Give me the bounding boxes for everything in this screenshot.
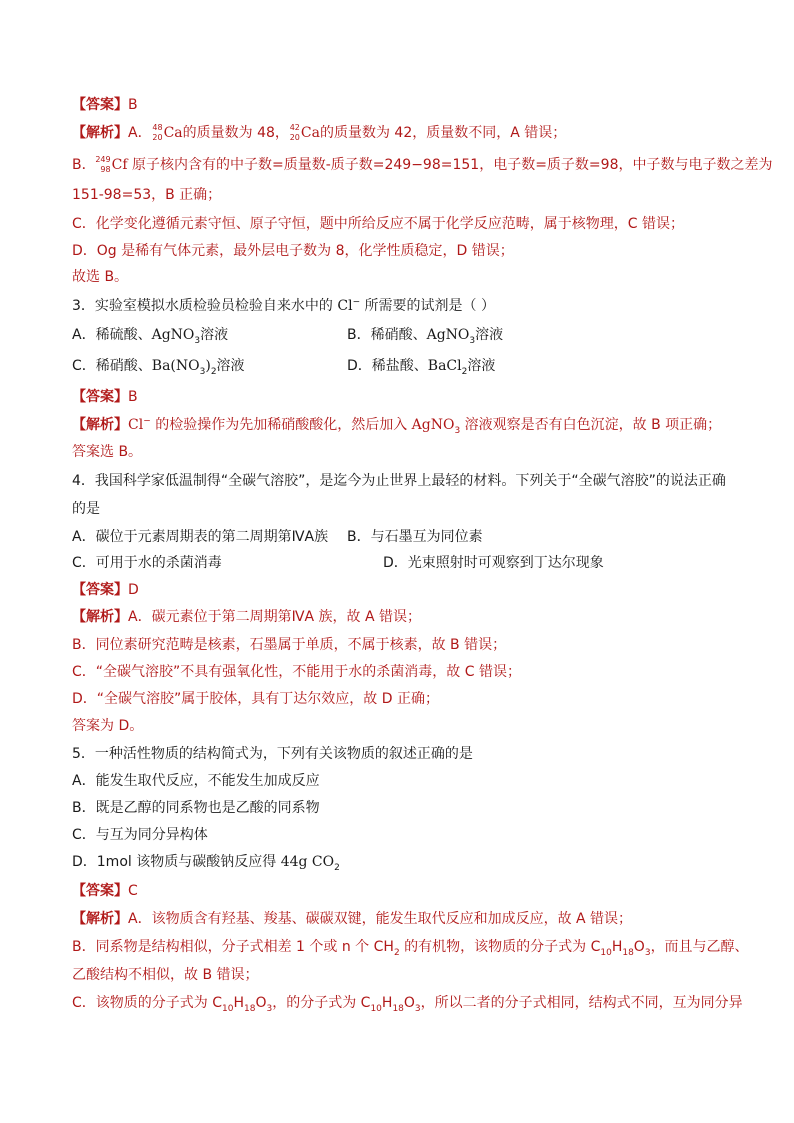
ion: Cl	[128, 417, 144, 433]
analysis-tag: 【解析】	[72, 125, 128, 141]
q2-analysis-c: C．化学变化遵循元素守恒、原子守恒，题中所给反应不属于化学反应范畴，属于核物理，C 错误；	[72, 216, 684, 232]
analysis-tag: 【解析】	[72, 417, 128, 433]
subscript: 2	[210, 366, 217, 377]
q5-option-d	[72, 853, 340, 871]
text: 3．实验室模拟水质检验员检验自来水中的	[72, 298, 338, 314]
text: O	[633, 939, 645, 955]
text: ，而且与乙醇、	[650, 939, 749, 955]
q5-analysis-a	[72, 910, 632, 928]
text: D．稀盐酸、	[347, 358, 428, 374]
text: H	[611, 939, 623, 955]
text: 溶液观察是否有白色沉淀，故 B 项正确；	[460, 417, 722, 433]
charge: −	[352, 297, 361, 308]
answer-value: D	[128, 582, 139, 598]
mass-number: 48	[152, 123, 163, 132]
atomic-number: 20	[289, 133, 300, 142]
q4-analysis-a	[72, 608, 421, 626]
element-symbol: Cf	[111, 157, 128, 173]
isotope	[152, 124, 164, 142]
element-symbol: Ca	[300, 125, 320, 141]
formula: AgNO	[426, 327, 470, 343]
text: A．碳元素位于第二周期第ⅣA 族，故 A 错误；	[128, 609, 422, 625]
q3-conclusion: 答案选 B。	[72, 444, 143, 460]
isotope	[289, 124, 301, 142]
atomic-number: 98	[100, 165, 111, 174]
q4-option-d: D．光束照射时可观察到丁达尔现象	[383, 555, 604, 571]
q4-option-c: C．可用于水的杀菌消毒	[72, 555, 222, 571]
q4-option-a: A．碳位于元素周期表的第二周期第ⅣA族	[72, 529, 329, 545]
q3-option-b	[347, 326, 503, 344]
text: H	[233, 995, 244, 1011]
subscript: 10	[600, 947, 612, 958]
analysis-tag: 【解析】	[72, 609, 128, 625]
q4-option-b: B．与石墨互为同位素	[347, 529, 483, 545]
subscript: 10	[370, 1003, 382, 1014]
answer-tag: 【答案】	[72, 389, 128, 405]
answer-tag: 【答案】	[72, 97, 128, 113]
q3-option-d	[347, 357, 495, 375]
text: A．稀硫酸、	[72, 327, 152, 343]
subscript: 3	[469, 335, 476, 346]
text: A．	[128, 125, 152, 141]
text: 溶液	[200, 327, 229, 343]
answer-tag: 【答案】	[72, 883, 128, 899]
formula: AgNO	[411, 417, 455, 433]
mass-number: 42	[289, 123, 300, 132]
text: D．1mol 该物质与碳酸钠反应得	[72, 854, 281, 870]
subscript: 10	[222, 1003, 234, 1014]
q4-analysis-b: B．同位素研究范畴是核素，石墨属于单质，不属于核素，故 B 错误；	[72, 637, 507, 653]
text: 溶液	[467, 358, 496, 374]
q5-option-a: A．能发生取代反应，不能发生加成反应	[72, 773, 320, 789]
subscript: 2	[393, 947, 400, 958]
q3-stem	[72, 297, 495, 315]
text: 的检验操作为先加稀硝酸酸化，然后加入	[150, 417, 412, 433]
formula: AgNO	[151, 327, 195, 343]
subscript: 3	[454, 425, 461, 436]
q4-conclusion: 答案为 D。	[72, 718, 144, 734]
q4-answer-line	[72, 581, 139, 599]
q5-analysis-b	[72, 938, 749, 956]
answer-value: B	[128, 389, 138, 405]
text: 的质量数为 42，质量数不同，A 错误；	[319, 125, 567, 141]
text: C．该物质的分子式为 C	[72, 995, 223, 1011]
q3-answer-line	[72, 388, 138, 406]
subscript: 3	[199, 366, 206, 377]
subscript: 3	[644, 947, 651, 958]
text: B．	[72, 157, 96, 173]
subscript: 3	[414, 1003, 421, 1014]
text: 溶液	[475, 327, 504, 343]
answer-tag: 【答案】	[72, 582, 128, 598]
element-symbol: Ca	[163, 125, 183, 141]
q4-analysis-c: C．“全碳气溶胶”不具有强氧化性，不能用于水的杀菌消毒，故 C 错误；	[72, 664, 521, 680]
formula: 44g CO	[280, 854, 335, 870]
text: A．该物质含有羟基、羧基、碳碳双键，能发生取代反应和加成反应，故 A 错误；	[128, 911, 633, 927]
subscript: 18	[392, 1003, 404, 1014]
text: O	[255, 995, 267, 1011]
q5-option-b: B．既是乙醇的同系物也是乙酸的同系物	[72, 800, 320, 816]
q5-answer-line	[72, 882, 138, 900]
q2-conclusion: 故选 B。	[72, 269, 129, 285]
q2-analysis-b	[72, 156, 772, 174]
subscript: 2	[461, 366, 468, 377]
formula: )	[205, 358, 211, 374]
answer-value: B	[128, 97, 138, 113]
q4-stem-line2: 的是	[72, 501, 100, 517]
text: 溶液	[216, 358, 245, 374]
text: ，所以二者的分子式相同，结构式不同，互为同分异	[420, 995, 743, 1011]
ion: Cl	[337, 298, 353, 314]
text: C．稀硝酸、	[72, 358, 152, 374]
text: 的质量数为 48，	[182, 125, 289, 141]
isotope	[96, 156, 112, 174]
answer-value: C	[128, 883, 138, 899]
q2-answer-line	[72, 96, 138, 114]
text: 的有机物，该物质的分子式为 C	[399, 939, 601, 955]
q4-analysis-d: D．“全碳气溶胶”属于胶体，具有丁达尔效应，故 D 正确；	[72, 691, 439, 707]
q3-option-a	[72, 326, 228, 344]
analysis-tag: 【解析】	[72, 911, 128, 927]
q2-analysis-d: D．Og 是稀有气体元素，最外层电子数为 8，化学性质稳定，D 错误；	[72, 243, 514, 259]
subscript: 18	[244, 1003, 256, 1014]
mass-number: 249	[95, 155, 111, 164]
text: 原子核内含有的中子数=质量数-质子数=249−98=151，电子数=质子数=98，中子数与电子数之差为	[127, 157, 773, 173]
text: B．稀硝酸、	[347, 327, 427, 343]
subscript: 3	[266, 1003, 273, 1014]
text: 所需要的试剂是（ ）	[360, 298, 496, 314]
atomic-number: 20	[152, 133, 163, 142]
formula: BaCl	[427, 358, 462, 374]
q2-analysis-a	[72, 124, 566, 142]
text: ，的分子式为 C	[272, 995, 371, 1011]
q5-analysis-c	[72, 994, 743, 1012]
subscript: 3	[194, 335, 201, 346]
q3-analysis	[72, 416, 721, 434]
q5-stem: 5．一种活性物质的结构简式为，下列有关该物质的叙述正确的是	[72, 746, 473, 762]
q5-analysis-b2: 乙酸结构不相似，故 B 错误；	[72, 967, 259, 983]
text: B．同系物是结构相似，分子式相差 1 个或 n 个 CH	[72, 939, 394, 955]
q5-option-c: C．与互为同分异构体	[72, 827, 208, 843]
charge: −	[143, 416, 151, 427]
q3-option-c	[72, 357, 245, 375]
subscript: 18	[622, 947, 634, 958]
subscript: 2	[334, 862, 340, 873]
q4-stem-line1: 4．我国科学家低温制得“全碳气溶胶”，是迄今为止世界上最轻的材料。下列关于“全碳气溶胶”的说法正确	[72, 473, 726, 489]
q2-analysis-b2: 151-98=53，B 正确；	[72, 187, 222, 203]
text: O	[403, 995, 415, 1011]
text: H	[381, 995, 393, 1011]
formula: Ba(NO	[151, 358, 200, 374]
